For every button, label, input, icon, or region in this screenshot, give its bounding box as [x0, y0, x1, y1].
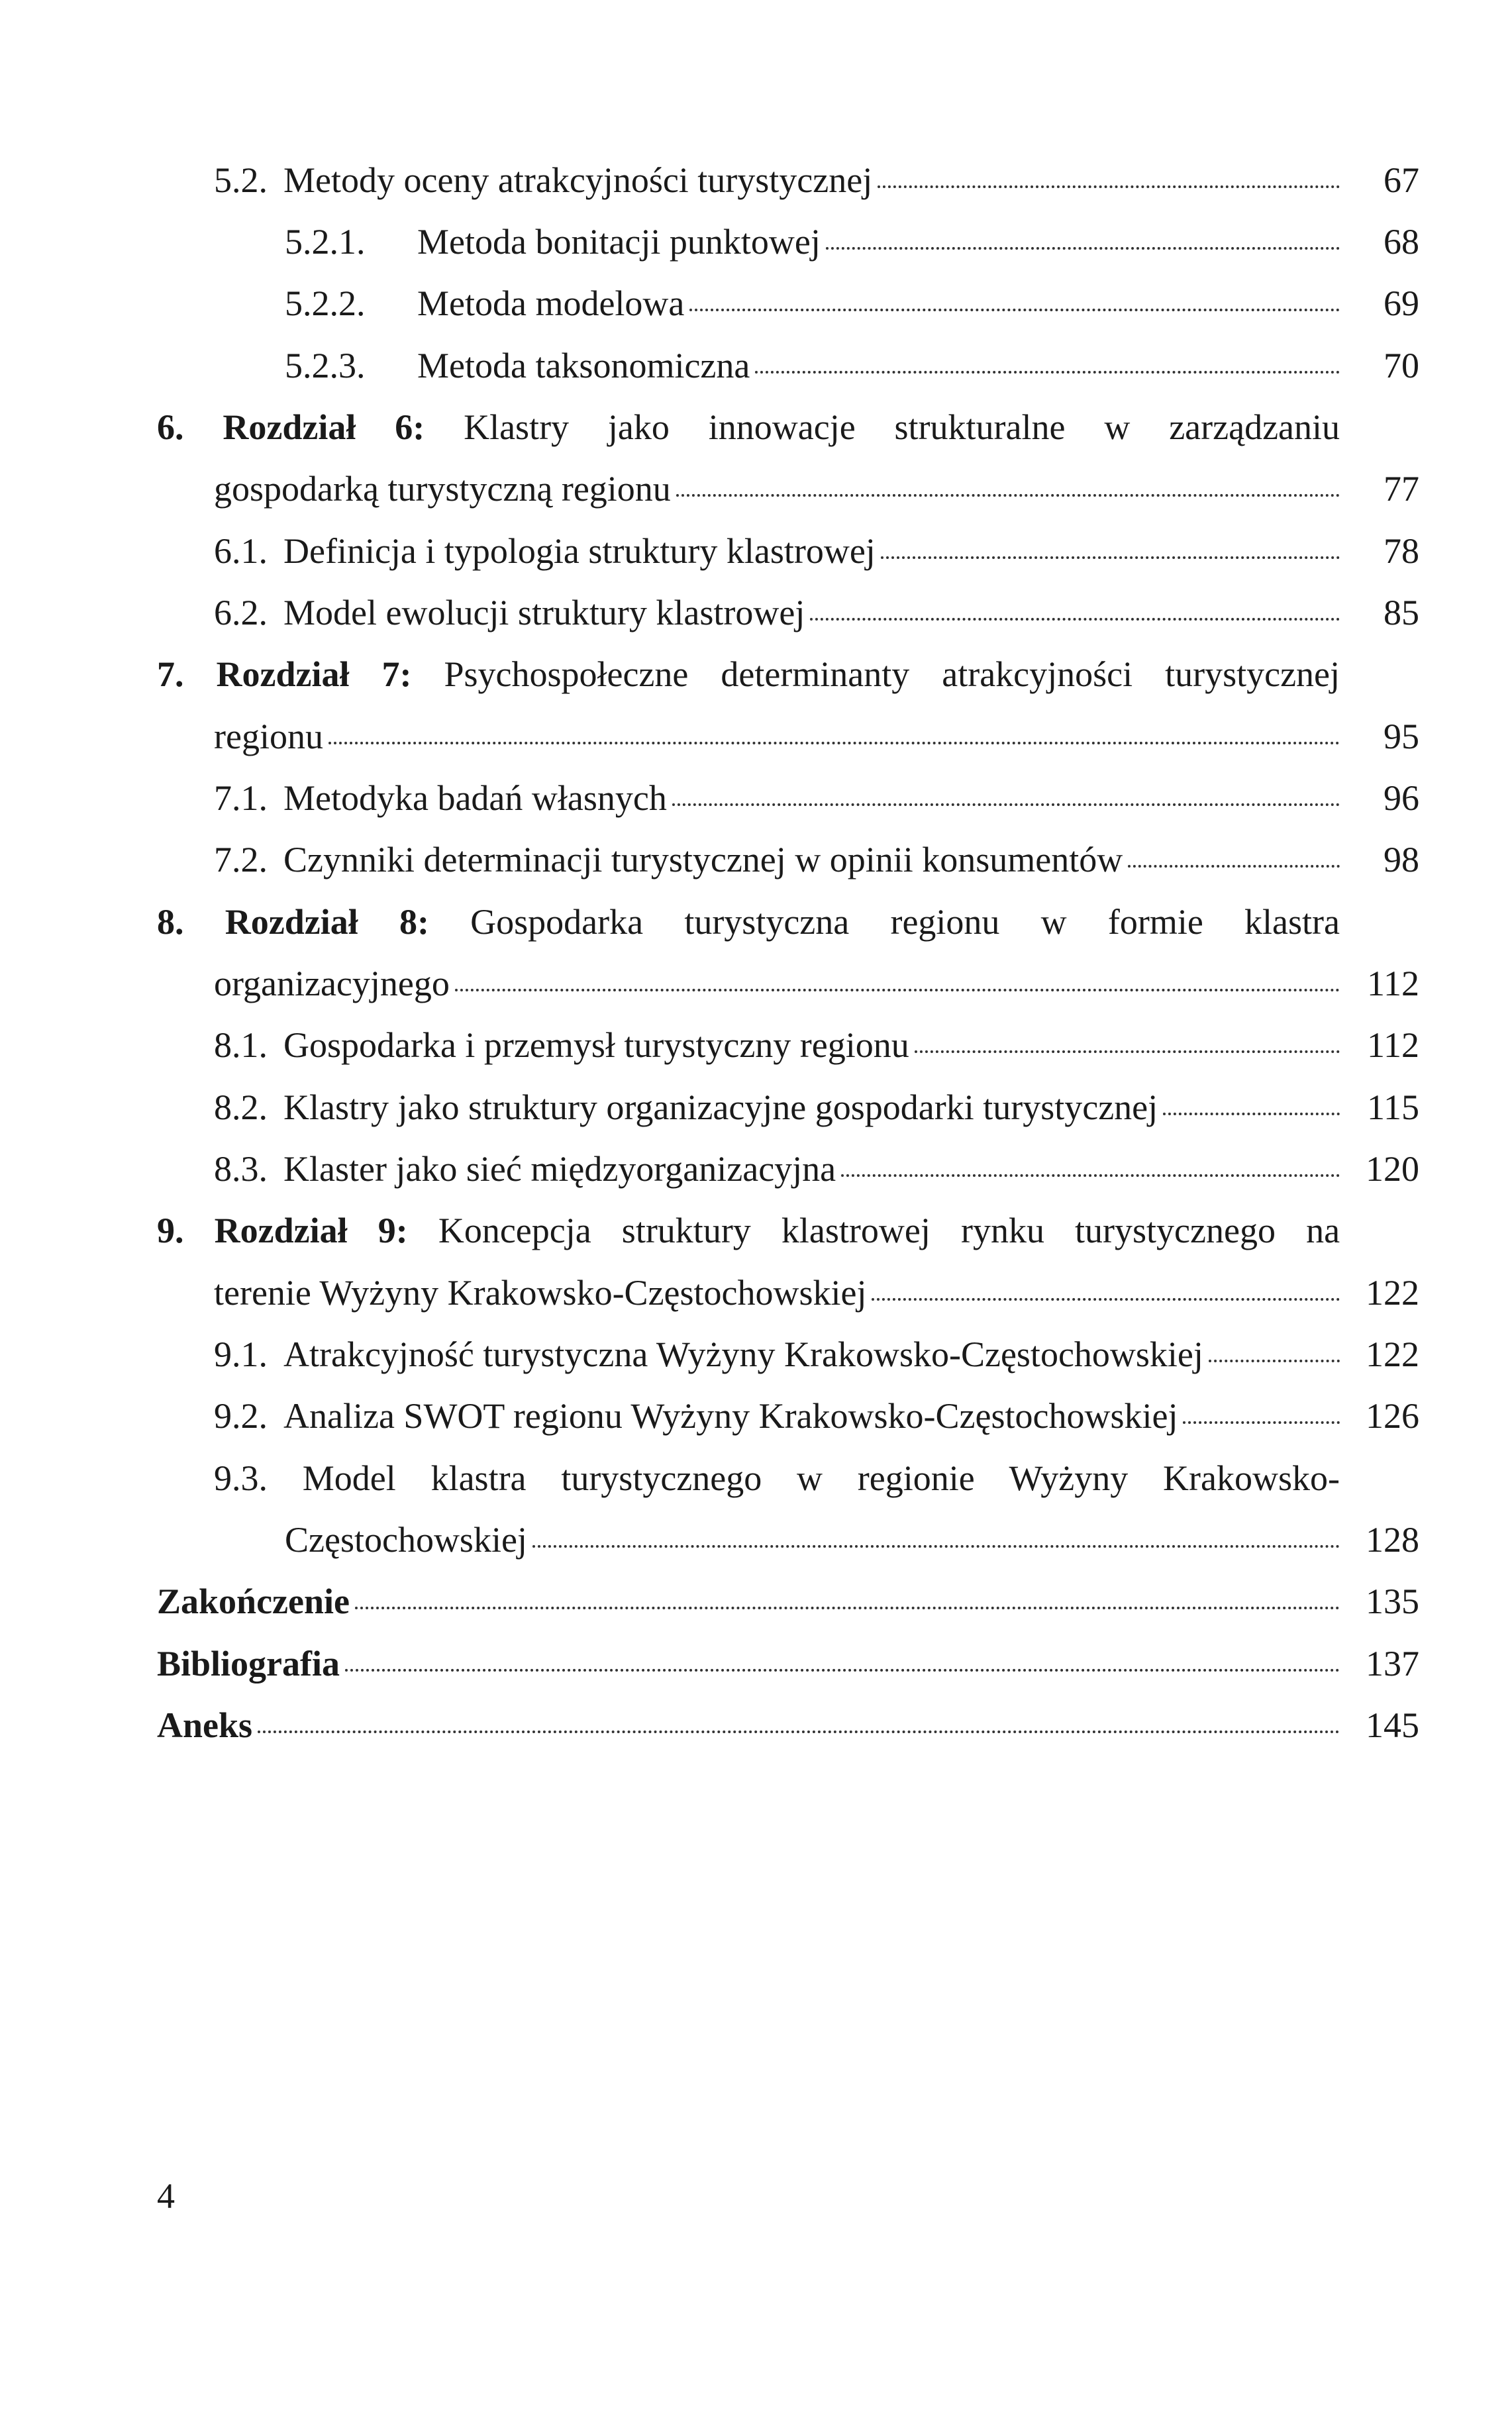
- toc-entry-number: 9.3.: [214, 1458, 268, 1498]
- toc-entry-page: 69: [1384, 283, 1419, 323]
- toc-chapter-6-line2: [214, 466, 1419, 512]
- dot-leader: [258, 1731, 1340, 1733]
- toc-entry-page: 135: [1366, 1582, 1419, 1621]
- toc-entry-8-1: [214, 1022, 1419, 1068]
- toc-chapter-9-line1: [157, 1207, 1340, 1254]
- toc-chapter-6-line1: [157, 404, 1340, 450]
- toc-entry-title: Metoda bonitacji punktowej: [417, 222, 821, 262]
- toc-entry-5-2: [214, 157, 1419, 203]
- toc-entry-title: Gospodarka i przemysł turystyczny regionu: [283, 1025, 909, 1065]
- toc-entry-title: Klastry jako struktury organizacyjne gospodarki turystycznej: [283, 1087, 1158, 1127]
- dot-leader: [881, 556, 1340, 559]
- toc-entry-title: Model klastra turystycznego w regionie Wyżyny Krakowsko-: [302, 1458, 1340, 1498]
- toc-entry-number: 8.1.: [214, 1025, 268, 1065]
- toc-entry-title: Czynniki determinacji turystycznej w opinii konsumentów: [283, 840, 1123, 879]
- toc-entry-page: 145: [1366, 1705, 1419, 1745]
- dot-leader: [689, 309, 1340, 311]
- toc-entry-page: 95: [1384, 717, 1419, 756]
- toc-entry-number: 5.2.2.: [285, 283, 366, 323]
- toc-entry-zakonczenie: [157, 1578, 1419, 1625]
- toc-entry-5-2-2: [285, 280, 1419, 326]
- toc-entry-title: Częstochowskiej: [285, 1520, 527, 1560]
- dot-leader: [455, 989, 1340, 991]
- toc-entry-page: 77: [1384, 469, 1419, 509]
- toc-entry-page: 120: [1366, 1149, 1419, 1189]
- toc-entry-8-2: [214, 1084, 1419, 1130]
- toc-entry-page: 112: [1367, 964, 1419, 1003]
- toc-entry-page: 68: [1384, 222, 1419, 262]
- toc-entry-9-3-line1: [214, 1455, 1340, 1501]
- toc-chapter-label: Rozdział 9:: [214, 1211, 408, 1250]
- toc-entry-8-3: [214, 1146, 1419, 1192]
- toc-chapter-8-line2: [214, 960, 1419, 1007]
- toc-entry-page: 128: [1366, 1520, 1419, 1560]
- toc-entry-6-1: [214, 528, 1419, 574]
- toc-entry-title: Definicja i typologia struktury klastrowej: [283, 531, 876, 571]
- toc-entry-7-1: [214, 775, 1419, 821]
- dot-leader: [1163, 1113, 1340, 1115]
- page-number: 4: [157, 2176, 175, 2216]
- toc-entry-title: Analiza SWOT regionu Wyżyny Krakowsko-Częstochowskiej: [283, 1396, 1178, 1436]
- dot-leader: [755, 371, 1340, 374]
- toc-entry-number: 6.: [157, 407, 184, 447]
- toc-entry-aneks: [157, 1702, 1419, 1748]
- toc-entry-page: 126: [1366, 1396, 1419, 1436]
- toc-entry-page: 112: [1367, 1025, 1419, 1065]
- dot-leader: [878, 185, 1340, 188]
- toc-entry-6-2: [214, 589, 1419, 636]
- toc-entry-number: 5.2.1.: [285, 222, 366, 262]
- toc-entry-title: Zakończenie: [157, 1582, 350, 1621]
- toc-entry-bibliografia: [157, 1640, 1419, 1687]
- toc-entry-page: 78: [1384, 531, 1419, 571]
- dot-leader: [532, 1545, 1340, 1548]
- dot-leader: [328, 742, 1340, 744]
- toc-entry-number: 7.2.: [214, 840, 268, 879]
- dot-leader: [810, 618, 1340, 621]
- toc-entry-number: 6.1.: [214, 531, 268, 571]
- toc-entry-title: Atrakcyjność turystyczna Wyżyny Krakowsko-Częstochowskiej: [283, 1334, 1203, 1374]
- toc-chapter-8-line1: [157, 899, 1340, 945]
- toc-entry-page: 122: [1366, 1273, 1419, 1313]
- toc-entry-page: 115: [1367, 1087, 1419, 1127]
- toc-entry-9-1: [214, 1331, 1419, 1378]
- toc-entry-title: Bibliografia: [157, 1644, 340, 1683]
- toc-entry-number: 6.2.: [214, 593, 268, 632]
- toc-entry-title: Metody oceny atrakcyjności turystycznej: [283, 160, 873, 200]
- toc-entry-title: gospodarką turystyczną regionu: [214, 469, 671, 509]
- dot-leader: [345, 1669, 1340, 1672]
- toc-entry-page: 85: [1384, 593, 1419, 632]
- dot-leader: [355, 1607, 1340, 1609]
- toc-entry-title: organizacyjnego: [214, 964, 450, 1003]
- dot-leader: [1128, 865, 1340, 868]
- toc-entry-title: Metodyka badań własnych: [283, 778, 667, 818]
- toc-entry-number: 9.: [157, 1211, 184, 1250]
- toc-entry-page: 67: [1384, 160, 1419, 200]
- toc-entry-number: 7.: [157, 654, 184, 694]
- dot-leader: [841, 1174, 1340, 1177]
- toc-entry-9-3-line2: [285, 1517, 1419, 1563]
- toc-chapter-9-line2: [214, 1270, 1419, 1316]
- toc-entry-7-2: [214, 836, 1419, 883]
- toc-chapter-label: Rozdział 7:: [216, 654, 412, 694]
- toc-entry-number: 8.3.: [214, 1149, 268, 1189]
- toc-entry-title: Model ewolucji struktury klastrowej: [283, 593, 805, 632]
- toc-entry-5-2-1: [285, 219, 1419, 265]
- toc-entry-page: 137: [1366, 1644, 1419, 1683]
- dot-leader: [676, 494, 1340, 497]
- toc-entry-page: 70: [1384, 346, 1419, 385]
- dot-leader: [915, 1050, 1340, 1053]
- toc-entry-number: 7.1.: [214, 778, 268, 818]
- toc-entry-title: Koncepcja struktury klastrowej rynku turystycznego na: [438, 1211, 1340, 1250]
- toc-entry-title: Klaster jako sieć międzyorganizacyjna: [283, 1149, 836, 1189]
- toc-entry-page: 98: [1384, 840, 1419, 879]
- toc-entry-number: 5.2.: [214, 160, 268, 200]
- toc-entry-page: 122: [1366, 1334, 1419, 1374]
- toc-entry-title: Klastry jako innowacje strukturalne w zarządzaniu: [464, 407, 1340, 447]
- toc-entry-title: Gospodarka turystyczna regionu w formie klastra: [470, 902, 1340, 942]
- dot-leader: [872, 1298, 1340, 1301]
- toc-entry-9-2: [214, 1393, 1419, 1439]
- toc-entry-title: Aneks: [157, 1705, 253, 1745]
- toc-entry-title: Metoda modelowa: [417, 283, 685, 323]
- toc-chapter-7-line1: [157, 651, 1340, 697]
- dot-leader: [672, 803, 1340, 806]
- toc-chapter-label: Rozdział 8:: [225, 902, 429, 942]
- toc-chapter-7-line2: [214, 713, 1419, 760]
- dot-leader: [1183, 1421, 1340, 1424]
- toc-entry-page: 96: [1384, 778, 1419, 818]
- toc-entry-title: Metoda taksonomiczna: [417, 346, 750, 385]
- toc-entry-number: 9.1.: [214, 1334, 268, 1374]
- toc-entry-number: 5.2.3.: [285, 346, 366, 385]
- toc-entry-number: 8.2.: [214, 1087, 268, 1127]
- dot-leader: [826, 247, 1340, 250]
- toc-chapter-label: Rozdział 6:: [223, 407, 425, 447]
- dot-leader: [1209, 1360, 1340, 1362]
- toc-entry-title: terenie Wyżyny Krakowsko-Częstochowskiej: [214, 1273, 867, 1313]
- toc-entry-title: regionu: [214, 717, 323, 756]
- toc-entry-number: 8.: [157, 902, 184, 942]
- toc-entry-number: 9.2.: [214, 1396, 268, 1436]
- toc-entry-title: Psychospołeczne determinanty atrakcyjności turystycznej: [444, 654, 1340, 694]
- toc-entry-5-2-3: [285, 342, 1419, 389]
